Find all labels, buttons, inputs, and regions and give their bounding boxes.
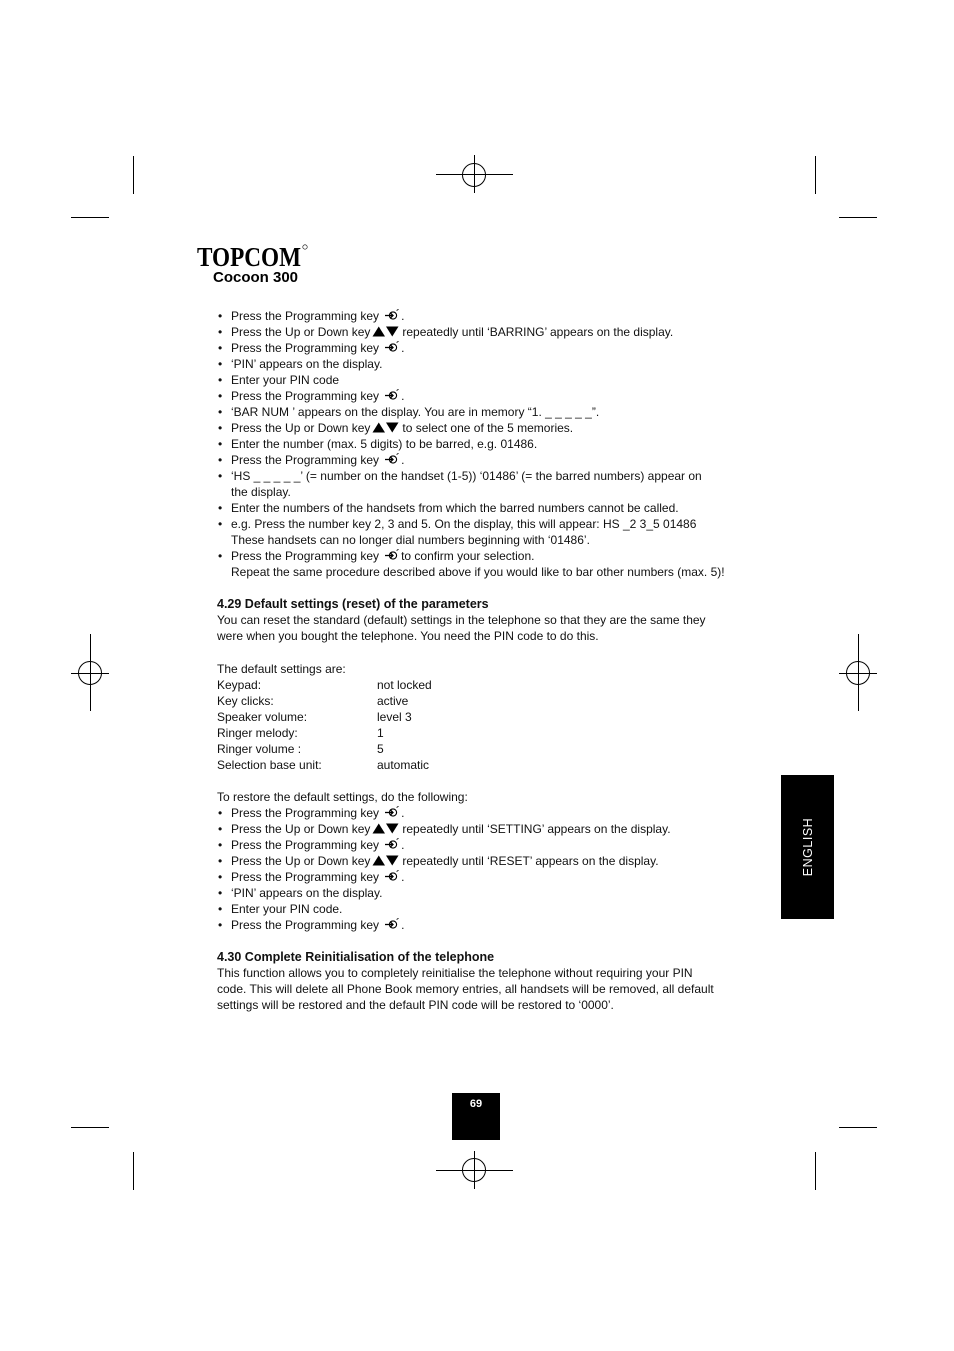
list-item: [217, 548, 777, 580]
setting-label: Key clicks:: [217, 694, 274, 708]
section-430-line2: code. This will delete all Phone Book memory entries, all handsets will be removed, all default: [217, 982, 714, 996]
step-continuation: These handsets can no longer dial numbers beginning with ‘01486’.: [231, 533, 590, 547]
section-429-intro-line1: You can reset the standard (default) settings in the telephone so that they are the same they: [217, 613, 706, 627]
list-item: [217, 516, 777, 548]
list-item: [217, 805, 777, 821]
up-down-key-icon: [372, 822, 399, 833]
step-text-after-key: .: [401, 453, 405, 467]
list-item: [217, 308, 777, 324]
step-text: Press the Programming key: [231, 806, 380, 820]
list-item: [217, 869, 777, 885]
setting-value: level 3: [377, 710, 412, 724]
step-text: Press the Programming key: [231, 453, 380, 467]
step-continuation: Repeat the same procedure described above if you would like to bar other numbers (max. 5)!: [231, 565, 725, 579]
list-item: [217, 917, 777, 933]
section-430-line1: This function allows you to completely reinitialise the telephone without requiring your PIN: [217, 966, 693, 980]
step-text: ‘BAR NUM ’ appears on the display. You are in memory “1. _ _ _ _ _”.: [231, 405, 600, 419]
page-number: 69: [469, 1098, 483, 1110]
programming-key-icon: [384, 453, 400, 466]
page-number-box: [452, 1093, 500, 1140]
step-text-after-key: .: [401, 806, 405, 820]
svg-text:TOPCOM: TOPCOM: [197, 243, 301, 269]
step-text: Press the Programming key: [231, 870, 380, 884]
list-item: [217, 885, 777, 901]
setting-label: Selection base unit:: [217, 758, 322, 772]
programming-key-icon: [384, 838, 400, 851]
programming-key-icon: [384, 870, 400, 883]
step-text-after-key: repeatedly until ‘RESET’ appears on the display.: [402, 854, 659, 868]
list-item: [217, 356, 777, 372]
programming-key-icon: [384, 549, 400, 562]
setting-value: 5: [377, 742, 384, 756]
topcom-logo: [197, 243, 309, 269]
step-text: Press the Up or Down key: [231, 421, 371, 435]
setting-label: Ringer volume :: [217, 742, 302, 756]
list-item: [217, 837, 777, 853]
step-text: Press the Programming key: [231, 838, 380, 852]
setting-value: automatic: [377, 758, 430, 772]
up-down-key-icon: [372, 325, 399, 336]
setting-label: Keypad:: [217, 678, 262, 692]
list-item: [217, 452, 777, 468]
step-text-after-key: to select one of the 5 memories.: [402, 421, 574, 435]
default-settings-table: [217, 661, 432, 773]
step-text-after-key: .: [401, 341, 405, 355]
step-text-after-key: .: [401, 389, 405, 403]
table-row: [217, 741, 432, 757]
restore-intro: To restore the default settings, do the following:: [217, 790, 468, 804]
section-429-heading: 4.29 Default settings (reset) of the parameters: [217, 597, 489, 611]
setting-label: Speaker volume:: [217, 710, 308, 724]
list-item: [217, 468, 777, 500]
step-text: ‘PIN’ appears on the display.: [231, 357, 383, 371]
step-text: Press the Up or Down key: [231, 822, 371, 836]
section-430-line3: settings will be restored and the default PIN code will be restored to ‘0000’.: [217, 998, 614, 1012]
reset-steps-list: [217, 805, 777, 933]
language-tab-label: ENGLISH: [800, 817, 815, 877]
step-text: ‘PIN’ appears on the display.: [231, 886, 383, 900]
list-item: [217, 853, 777, 869]
list-item: [217, 372, 777, 388]
step-text-after-key: repeatedly until ‘SETTING’ appears on the display.: [402, 822, 671, 836]
step-text: Enter your PIN code: [231, 373, 340, 387]
step-text: Press the Programming key: [231, 309, 380, 323]
table-row: [217, 709, 432, 725]
step-text-after-key: .: [401, 870, 405, 884]
step-text-after-key: .: [401, 918, 405, 932]
list-item: [217, 404, 777, 420]
setting-value: 1: [377, 726, 384, 740]
step-text: Press the Up or Down key: [231, 854, 371, 868]
programming-key-icon: [384, 806, 400, 819]
table-row: [217, 677, 432, 693]
programming-key-icon: [384, 389, 400, 402]
list-item: [217, 388, 777, 404]
step-text: Press the Programming key: [231, 389, 380, 403]
step-text: Enter the number (max. 5 digits) to be barred, e.g. 01486.: [231, 437, 538, 451]
list-item: [217, 324, 777, 340]
default-settings-title: The default settings are:: [217, 662, 346, 676]
programming-key-icon: [384, 918, 400, 931]
list-item: [217, 436, 777, 452]
step-text-after-key: to confirm your selection.: [401, 549, 535, 563]
up-down-key-icon: [372, 854, 399, 865]
step-text-after-key: .: [401, 309, 405, 323]
table-row: [217, 725, 432, 741]
step-text: ‘HS _ _ _ _ _’ (= number on the handset (1-5)) ‘01486’ (= the barred numbers) appear on: [231, 469, 702, 483]
step-continuation: the display.: [231, 485, 291, 499]
table-row: [217, 757, 432, 773]
programming-key-icon: [384, 309, 400, 322]
up-down-key-icon: [372, 421, 399, 432]
list-item: [217, 420, 777, 436]
step-text: Press the Programming key: [231, 549, 380, 563]
setting-value: active: [377, 694, 409, 708]
section-429-intro-line2: were when you bought the telephone. You need the PIN code to do this.: [217, 629, 599, 643]
list-item: [217, 340, 777, 356]
list-item: [217, 500, 777, 516]
list-item: [217, 821, 777, 837]
setting-value: not locked: [377, 678, 432, 692]
step-text: Press the Programming key: [231, 918, 380, 932]
programming-key-icon: [384, 341, 400, 354]
step-text-after-key: .: [401, 838, 405, 852]
step-text: e.g. Press the number key 2, 3 and 5. On the display, this will appear: HS _2 3_5 01486: [231, 517, 697, 531]
list-item: [217, 901, 777, 917]
table-row: [217, 693, 432, 709]
language-tab: [781, 775, 834, 919]
step-text-after-key: repeatedly until ‘BARRING’ appears on the display.: [402, 325, 674, 339]
step-text: Enter your PIN code.: [231, 902, 343, 916]
step-text: Enter the numbers of the handsets from which the barred numbers cannot be called.: [231, 501, 679, 515]
section-430-heading: 4.30 Complete Reinitialisation of the telephone: [217, 950, 495, 964]
step-text: Press the Up or Down key: [231, 325, 371, 339]
step-text: Press the Programming key: [231, 341, 380, 355]
barring-steps-list: [217, 308, 777, 580]
setting-label: Ringer melody:: [217, 726, 298, 740]
model-name: Cocoon 300: [213, 269, 299, 286]
